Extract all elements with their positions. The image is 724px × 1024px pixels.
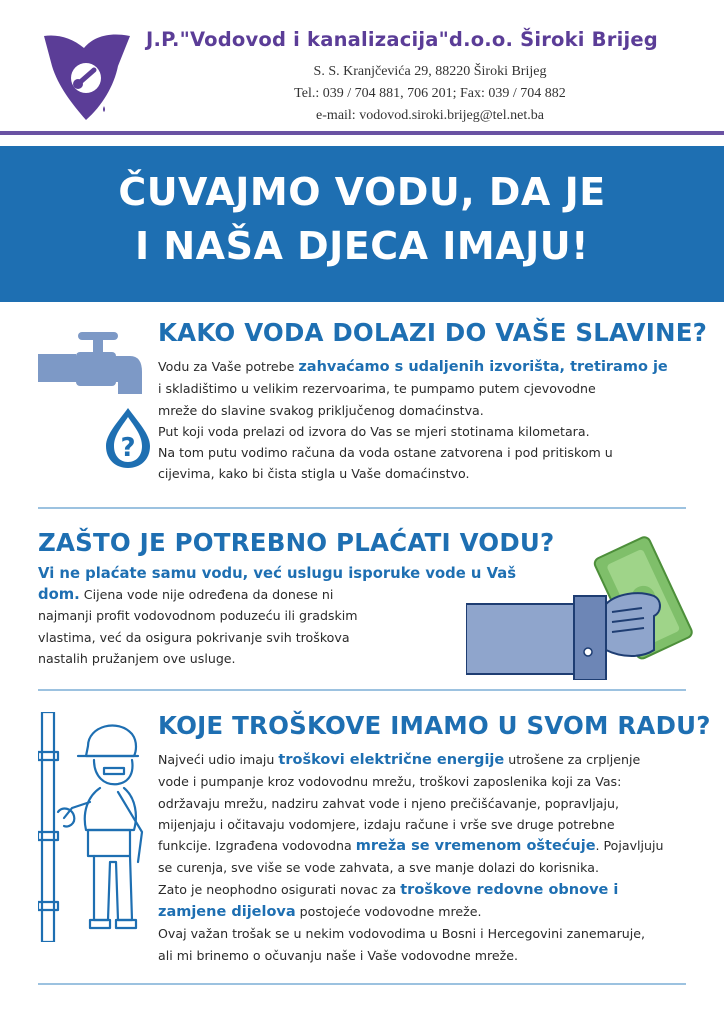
plumber-worker-icon [38, 712, 156, 942]
section2-line3: vlastima, već da osigura pokrivanje svih troškova [38, 629, 350, 645]
section3-line5-end: . Pojavljuju [595, 838, 664, 854]
company-name: J.P."Vodovod i kanalizacija"d.o.o. Široki Brijeg [146, 28, 658, 51]
section2-line2: najmanji profit vodovodnom poduzeću ili gradskim [38, 608, 358, 624]
section2-lead-line1: Vi ne plaćate samu vodu, već uslugu isporuke vode u Vaš [38, 565, 517, 582]
section3-highlight-network: mreža se vremenom oštećuje [355, 838, 596, 855]
section3-line1-end: utrošene za crpljenje [504, 752, 641, 767]
company-email: e-mail: vodovod.siroki.brijeg@tel.net.ba [316, 108, 544, 123]
drop-question-mark: ? [120, 433, 136, 463]
section3-line10: ali mi brinemo o očuvanju naše i Vaše vodovodne mreže. [158, 947, 519, 963]
section3-heading: KOJE TROŠKOVE IMAMO U SVOM RADU? [158, 711, 711, 740]
section1-line6: cijevima, kako bi čista stigla u Vaše domaćinstvo. [158, 466, 470, 482]
section3-line2: vode i pumpanje kroz vodovodnu mrežu, troškovi zaposlenika koji za Vas: [158, 774, 622, 790]
section1-heading: KAKO VODA DOLAZI DO VAŠE SLAVINE? [158, 318, 708, 347]
section3-line5-start: funkcije. Izgrađena vodovodna [158, 838, 356, 854]
section3-highlight-renewal: troškove redovne obnove i [400, 881, 619, 898]
section3-text [158, 749, 664, 966]
section3-line9: Ovaj važan trošak se u nekim vodovodima u Bosni i Hercegovini zanemaruje, [158, 926, 646, 942]
section2-line1: Cijena vode nije određena da donese ni [79, 587, 334, 602]
faucet-water-drop-icon [38, 322, 153, 472]
section1-line1-start: Vodu za Vaše potrebe [158, 359, 299, 374]
company-logo [38, 26, 138, 126]
section1-line4: Put koji voda prelazi od izvora do Vas se mjeri stotinama kilometara. [158, 423, 590, 439]
section2-lead-line2: dom. [38, 586, 80, 603]
company-phone: Tel.: 039 / 704 881, 706 201; Fax: 039 / 704 882 [294, 86, 566, 101]
company-address: S. S. Kranjčevića 29, 88220 Široki Brijeg [313, 64, 547, 79]
section-separator [38, 507, 686, 509]
section3-line8-end: postojeće vodovodne mreže. [295, 904, 482, 920]
section-separator [38, 689, 686, 691]
section1-text [158, 356, 668, 485]
section3-highlight-parts: zamjene dijelova [158, 904, 296, 921]
section1-line3: mreže do slavine svakog priključenog domaćinstva. [158, 402, 484, 418]
hand-with-money-icon [466, 520, 696, 680]
section2-text [38, 564, 516, 669]
section3-line7-start: Zato je neophodno osigurati novac za [158, 881, 401, 897]
banner-title-line1: ČUVAJMO VODU, DA JE [118, 170, 606, 214]
section-separator [38, 983, 686, 985]
section1-line2: i skladištimo u velikim rezervoarima, te pumpamo putem cjevovodne [158, 381, 596, 397]
section2-line4: nastalih pružanjem ove usluge. [38, 650, 236, 666]
section1-line5: Na tom putu vodimo računa da voda ostane zatvorena i pod pritiskom u [158, 445, 613, 461]
section3-line4: mijenjaju i očitavaju vodomjere, izdaju račune i vrše sve druge potrebne [158, 816, 615, 832]
section3-highlight-electricity: troškovi električne energije [278, 752, 505, 768]
section2-heading: ZAŠTO JE POTREBNO PLAĆATI VODU? [38, 528, 555, 557]
section3-line3: održavaju mrežu, nadziru zahvat vode i njeno prečišćavanje, popravljaju, [158, 795, 619, 811]
section3-line1-start: Najveći udio imaju [158, 752, 279, 767]
section3-line6: se curenja, sve više se vode zahvata, a sve manje dolazi do korisnika. [158, 860, 599, 876]
section1-highlight: zahvaćamo s udaljenih izvorišta, tretiramo je [298, 359, 668, 375]
header-divider [0, 131, 724, 135]
banner-title-line2: I NAŠA DJECA IMAJU! [135, 224, 589, 268]
